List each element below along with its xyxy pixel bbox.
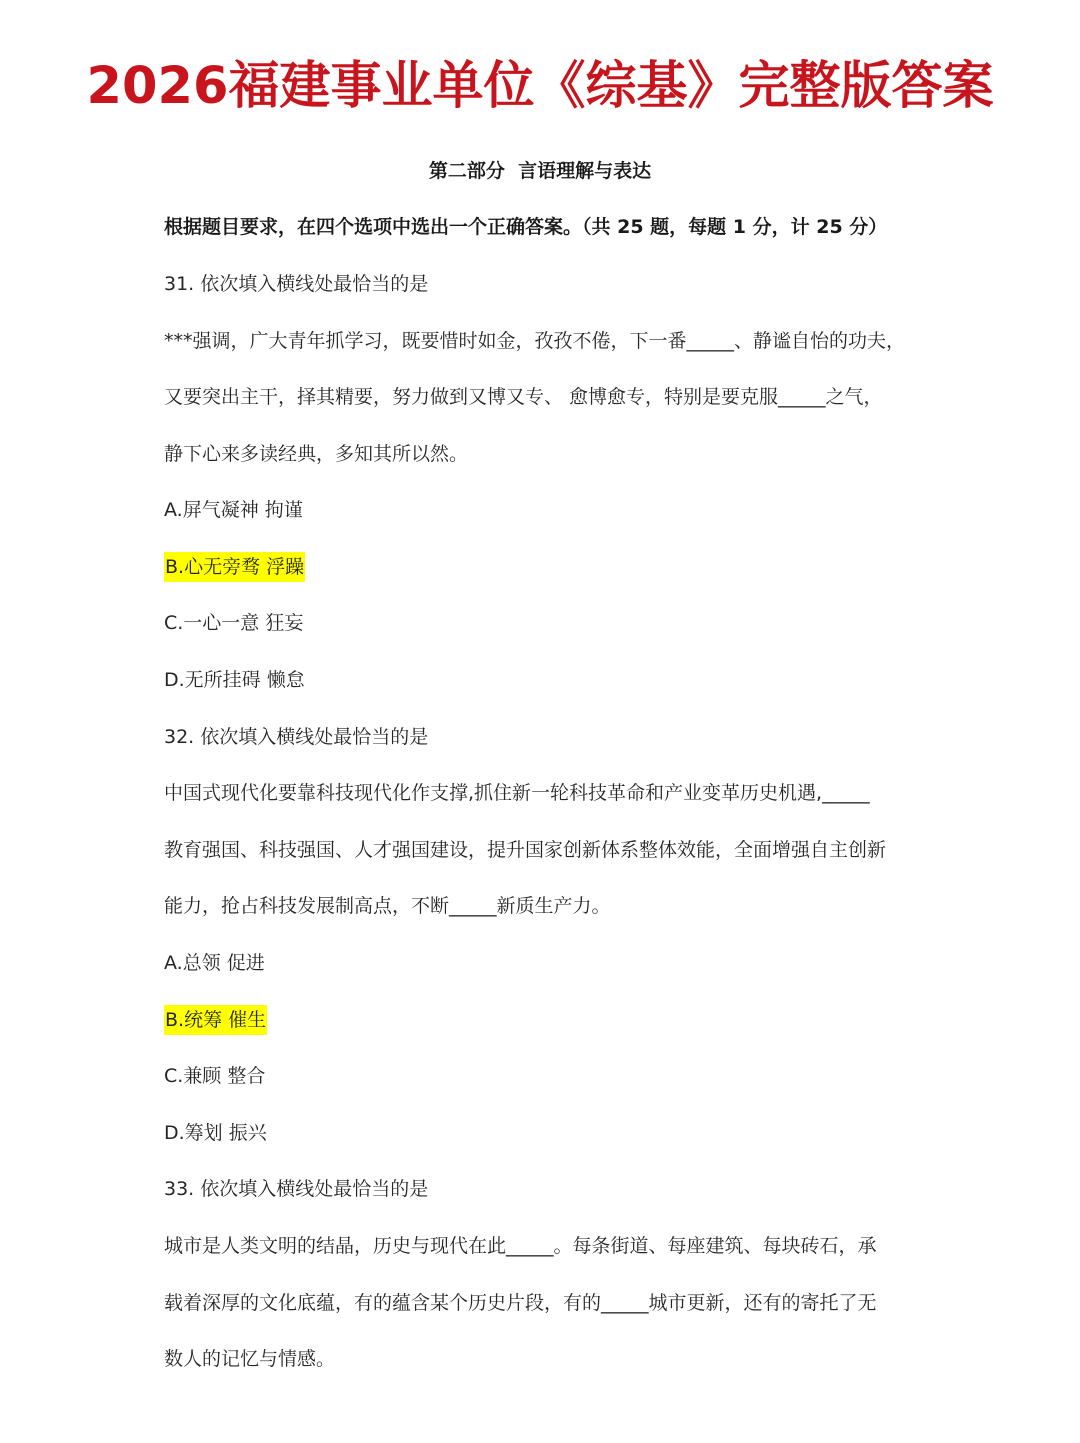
question-31-option-b bbox=[164, 552, 305, 582]
question-32-passage-line: 中国式现代化要靠科技现代化作支撑,抓住新一轮科技革命和产业变革历史机遇,_____ bbox=[164, 782, 870, 804]
option-text: A.总领 促进 bbox=[164, 952, 265, 974]
question-32-option-d bbox=[164, 1118, 267, 1148]
question-33-passage-line: 城市是人类文明的结晶，历史与现代在此_____。每条街道、每座建筑、每块砖石，承 bbox=[164, 1235, 877, 1257]
question-33-passage-line: 数人的记忆与情感。 bbox=[164, 1348, 336, 1370]
highlighted-answer: B.统筹 催生 bbox=[164, 1005, 267, 1035]
question-32-stem: 32. 依次填入横线处最恰当的是 bbox=[164, 726, 429, 748]
question-31-passage-line: 静下心来多读经典，多知其所以然。 bbox=[164, 443, 469, 465]
option-text: C.一心一意 狂妄 bbox=[164, 612, 304, 634]
question-32-passage-line: 教育强国、科技强国、人才强国建设，提升国家创新体系整体效能，全面增强自主创新 bbox=[164, 839, 887, 861]
question-32-option-a bbox=[164, 948, 265, 978]
question-32-option-c bbox=[164, 1061, 265, 1091]
question-31-option-d bbox=[164, 665, 305, 695]
option-text: C.兼顾 整合 bbox=[164, 1065, 266, 1087]
option-text: D.无所挂碍 懒怠 bbox=[164, 669, 305, 691]
section-title: 第二部分 言语理解与表达 bbox=[428, 160, 652, 182]
option-text: D.筹划 振兴 bbox=[164, 1122, 267, 1144]
question-31-option-c bbox=[164, 608, 303, 638]
highlighted-answer: B.心无旁骛 浮躁 bbox=[164, 552, 305, 582]
question-31-passage-line: ***强调，广大青年抓学习，既要惜时如金，孜孜不倦，下一番_____、静谧自怡的功夫， bbox=[164, 330, 906, 352]
option-text: A.屏气凝神 拘谨 bbox=[164, 499, 303, 521]
instructions: 根据题目要求，在四个选项中选出一个正确答案。（共 25 题，每题 1 分，计 25 分） bbox=[164, 216, 888, 238]
question-31-option-a bbox=[164, 495, 303, 525]
question-32-passage-line: 能力，抢占科技发展制高点，不断_____新质生产力。 bbox=[164, 895, 611, 917]
question-33-stem: 33. 依次填入横线处最恰当的是 bbox=[164, 1178, 429, 1200]
question-32-option-b bbox=[164, 1005, 267, 1035]
question-31-stem: 31. 依次填入横线处最恰当的是 bbox=[164, 273, 429, 295]
page-title: 2026福建事业单位《综基》完整版答案 bbox=[86, 57, 994, 116]
question-33-passage-line: 载着深厚的文化底蕴，有的蕴含某个历史片段，有的_____城市更新，还有的寄托了无 bbox=[164, 1292, 877, 1314]
question-31-passage-line: 又要突出主干，择其精要，努力做到又博又专、 愈博愈专，特别是要克服_____之气， bbox=[164, 386, 883, 408]
